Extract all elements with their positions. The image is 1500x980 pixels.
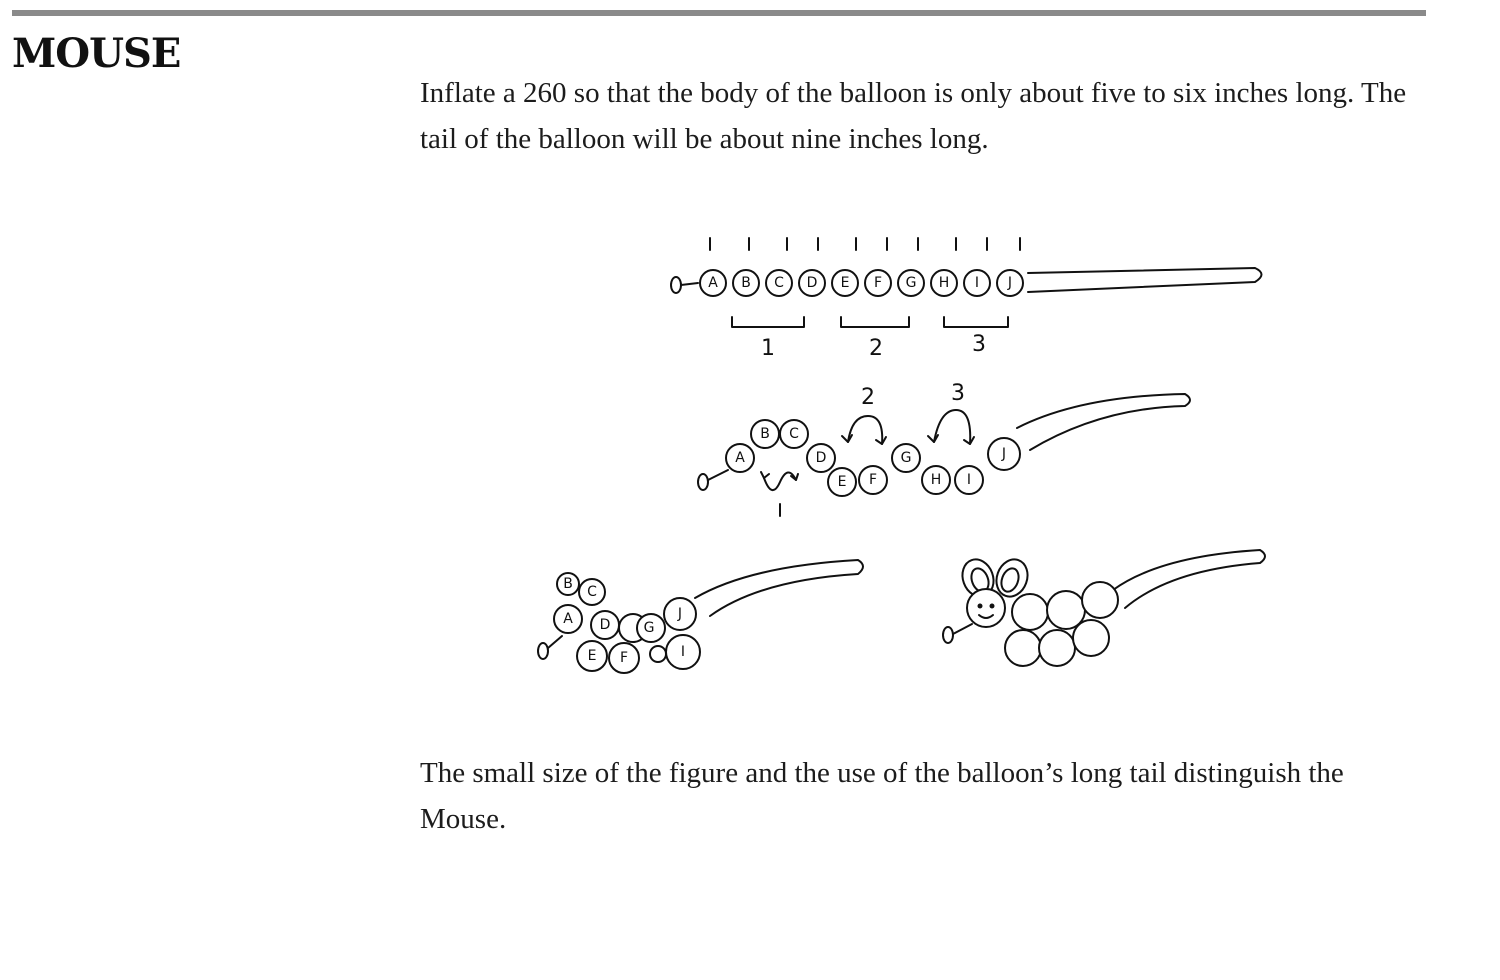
bubble-label: F — [619, 650, 629, 666]
bubble-label: J — [677, 606, 683, 622]
bubble-label: C — [774, 275, 784, 291]
bubble-label: B — [760, 426, 770, 442]
bubble-label: I — [966, 472, 972, 488]
bubble-label: E — [587, 648, 597, 664]
bubble-label: E — [837, 474, 847, 490]
bubble-label: E — [840, 275, 850, 291]
bubble-label: D — [599, 617, 611, 633]
step-two-twisting-balloon — [698, 381, 1190, 516]
step-label: 3 — [972, 332, 986, 357]
bubble-label: H — [930, 472, 942, 488]
step-label: 1 — [761, 336, 775, 361]
bubble-label: A — [708, 275, 718, 291]
bubble-label: A — [735, 450, 745, 466]
balloon-mouse-illustration — [520, 220, 1300, 700]
bubble-label: C — [789, 426, 799, 442]
bubble-label: A — [563, 611, 573, 627]
bubble-label: G — [900, 450, 912, 466]
bubble-label: C — [587, 584, 597, 600]
page-title: MOUSE — [12, 30, 181, 77]
top-rule — [12, 10, 1426, 16]
bubble-label: I — [680, 644, 686, 660]
step-label: 2 — [861, 385, 875, 410]
intro-paragraph: Inflate a 260 so that the body of the balloon is only about five to six inches long. The tail of the balloon will be about nine inches long. — [420, 77, 1407, 155]
step-one-straight-balloon — [671, 238, 1262, 361]
bubble-label: H — [938, 275, 950, 291]
bubble-label: B — [563, 576, 573, 592]
bubble-label: G — [643, 620, 655, 636]
bubble-label: G — [905, 275, 917, 291]
bubble-label: D — [806, 275, 818, 291]
step-label: 3 — [951, 381, 965, 406]
bubble-label: I — [974, 275, 980, 291]
finished-mouse-figure — [943, 550, 1265, 666]
bubble-label: B — [741, 275, 751, 291]
step-label: 2 — [869, 336, 883, 361]
bubble-label: J — [1001, 446, 1007, 462]
bubble-label: F — [873, 275, 883, 291]
closing-paragraph: The small size of the figure and the use of the balloon’s long tail distinguish the Mouse. — [420, 757, 1344, 835]
bubble-label: F — [868, 472, 878, 488]
bubble-label: D — [815, 450, 827, 466]
step-three-folded-balloon — [538, 560, 863, 673]
bubble-label: J — [1007, 275, 1013, 291]
